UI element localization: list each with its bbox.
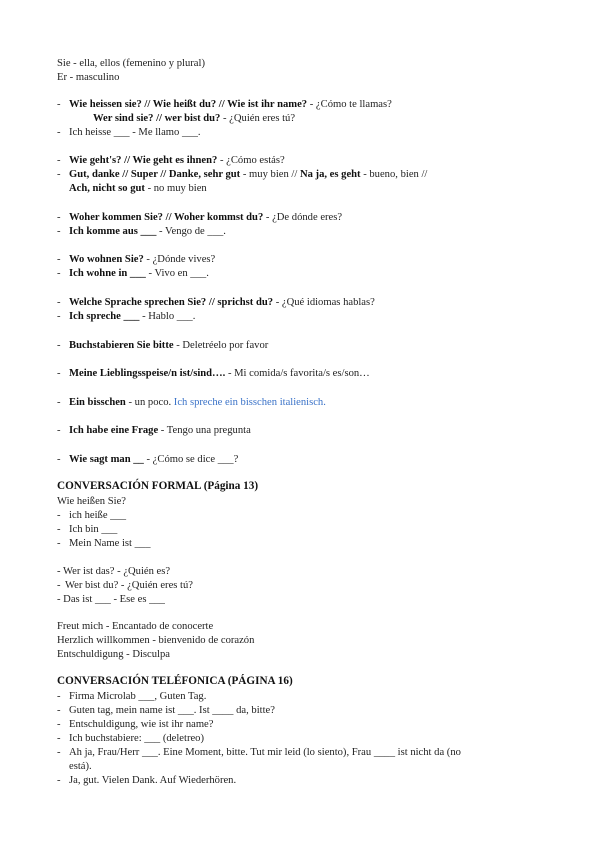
phone-line-6-text: Ja, gut. Vielen Dank. Auf Wiederhören. <box>69 775 237 786</box>
formal-line-5: - Wer ist das? - ¿Quién es? <box>57 566 171 577</box>
who-question-es: - ¿Quién eres tú? <box>220 113 296 124</box>
formal-line-6: - Wer bist du? - ¿Quién eres tú? <box>57 580 193 591</box>
formal-line-2: - ich heiße ___ <box>57 510 127 521</box>
phone-line-2-text: Guten tag, mein name ist ___. Ist ____ da, bitte? <box>69 705 275 716</box>
from-answer-de: Ich komme aus ___ <box>69 226 157 237</box>
lang-question-line: - Welche Sprache sprechen Sie? // sprichst du? - ¿Qué idiomas hablas? <box>57 297 375 308</box>
live-answer-de: Ich wohne in ___ <box>69 268 146 279</box>
who-question-line <box>93 112 295 125</box>
live-question-de: Wo wohnen Sie? <box>69 254 144 265</box>
say-de: Wie sagt man __ <box>69 454 144 465</box>
how-answer-good-de: Gut, danke // Super // Danke, sehr gut <box>69 169 241 180</box>
intro-sie: Sie - ella, ellos (femenino y plural) <box>57 58 205 69</box>
formal-line-3-text: Ich bin ___ <box>69 524 118 535</box>
from-question-line: - Woher kommen Sie? // Woher kommst du? - ¿De dónde eres? <box>57 212 343 223</box>
phone-heading: CONVERSACIÓN TELÉFONICA (PÁGINA 16) <box>57 675 293 687</box>
phone-line-6: - Ja, gut. Vielen Dank. Auf Wiederhören. <box>57 775 237 786</box>
how-answer-line: - Gut, danke // Super // Danke, sehr gut - muy bien // Na ja, es geht - bueno, bien // <box>57 169 428 180</box>
spell-line: - Buchstabieren Sie bitte - Deletréelo por favor <box>57 340 269 351</box>
bit-example: Ich spreche ein bisschen italienisch. <box>173 397 326 408</box>
favorite-es: - Mi comida/s favorita/s es/son… <box>225 368 370 379</box>
from-question-de: Woher kommen Sie? // Woher kommst du? <box>69 212 264 223</box>
phone-line-4: - Ich buchstabiere: ___ (deletreo) <box>57 733 205 744</box>
question-line: - Ich habe eine Frage - Tengo una pregunta <box>57 425 251 436</box>
live-question-es: - ¿Dónde vives? <box>143 254 216 265</box>
name-answer-line: - Ich heisse ___ - Me llamo ___. <box>57 127 201 138</box>
how-answer-bad-line <box>69 182 207 195</box>
favorite-de: Meine Lieblingsspeise/n ist/sind…. <box>69 368 226 379</box>
formal-line-6-text: Wer bist du? - ¿Quién eres tú? <box>65 580 193 591</box>
from-question-es: - ¿De dónde eres? <box>263 212 343 223</box>
live-question-line: - Wo wohnen Sie? - ¿Dónde vives? <box>57 254 216 265</box>
lang-answer-de: Ich spreche ___ <box>69 311 140 322</box>
live-answer-es: - Vivo en ___. <box>145 268 209 279</box>
phone-line-3-text: Entschuldigung, wie ist ihr name? <box>69 719 214 730</box>
who-question-de: Wer sind sie? // wer bist du? <box>93 113 221 124</box>
phone-line-4-text: Ich buchstabiere: ___ (deletreo) <box>69 733 205 744</box>
lang-question-es: - ¿Qué idiomas hablas? <box>273 297 375 308</box>
phone-line-1-text: Firma Microlab ___, Guten Tag. <box>69 691 207 702</box>
name-question-de: Wie heissen sie? // Wie heißt du? // Wie ist ihr name? <box>69 99 308 110</box>
name-question-es: - ¿Cómo te llamas? <box>307 99 392 110</box>
how-question-es: - ¿Cómo estás? <box>217 155 285 166</box>
bit-line: - Ein bisschen - un poco. Ich spreche ein bisschen italienisch. <box>57 397 326 408</box>
live-answer-line: - Ich wohne in ___ - Vivo en ___. <box>57 268 209 279</box>
bit-es: - un poco. <box>125 397 174 408</box>
phone-line-5: - Ah ja, Frau/Herr ___. Eine Moment, bitte. Tut mir leid (lo siento), Frau ____ ist nicht da (no <box>57 747 461 758</box>
formal-heading: CONVERSACIÓN FORMAL (Página 13) <box>57 480 259 492</box>
say-es: - ¿Cómo se dice ___? <box>143 454 239 465</box>
how-question-de: Wie geht's? // Wie geht es ihnen? <box>69 155 218 166</box>
bit-de: Ein bisschen <box>69 397 126 408</box>
spell-de: Buchstabieren Sie bitte <box>69 340 174 351</box>
from-answer-line: - Ich komme aus ___ - Vengo de ___. <box>57 226 226 237</box>
how-answer-good-es: - muy bien // <box>240 169 300 180</box>
formal-line-3: - Ich bin ___ <box>57 524 118 535</box>
how-answer-ok-de: Na ja, es geht <box>299 169 361 180</box>
phone-line-5-cont: está). <box>69 761 92 772</box>
lang-answer-line: - Ich spreche ___ - Hablo ___. <box>57 311 196 322</box>
name-question-line: - Wie heissen sie? // Wie heißt du? // Wie ist ihr name? - ¿Cómo te llamas? <box>57 99 392 110</box>
formal-line-9: Herzlich willkommen - bienvenido de corazón <box>57 635 255 646</box>
formal-line-1: Wie heißen Sie? <box>57 496 126 507</box>
favorite-line: - Meine Lieblingsspeise/n ist/sind…. - Mi comida/s favorita/s es/son… <box>57 368 370 379</box>
formal-line-2-text: ich heiße ___ <box>69 510 127 521</box>
question-es: - Tengo una pregunta <box>158 425 251 436</box>
spell-es: - Deletréelo por favor <box>173 340 269 351</box>
lang-answer-es: - Hablo ___. <box>139 311 196 322</box>
name-answer: Ich heisse ___ - Me llamo ___. <box>69 127 201 138</box>
formal-line-7: - Das ist ___ - Ese es ___ <box>57 594 165 605</box>
formal-line-4: - Mein Name ist ___ <box>57 538 151 549</box>
phone-line-3: - Entschuldigung, wie ist ihr name? <box>57 719 214 730</box>
phone-line-5-text: Ah ja, Frau/Herr ___. Eine Moment, bitte. Tut mir leid (lo siento), Frau ____ ist nicht da (no <box>69 747 461 758</box>
question-de: Ich habe eine Frage <box>69 425 159 436</box>
how-question-line: - Wie geht's? // Wie geht es ihnen? - ¿Cómo estás? <box>57 155 285 166</box>
phone-line-2: - Guten tag, mein name ist ___. Ist ____ da, bitte? <box>57 705 275 716</box>
formal-line-4-text: Mein Name ist ___ <box>69 538 151 549</box>
how-answer-ok-es: - bueno, bien // <box>360 169 428 180</box>
formal-line-8: Freut mich - Encantado de conocerte <box>57 621 214 632</box>
phone-line-1: - Firma Microlab ___, Guten Tag. <box>57 691 207 702</box>
lang-question-de: Welche Sprache sprechen Sie? // sprichst du? <box>69 297 274 308</box>
formal-line-10: Entschuldigung - Disculpa <box>57 649 170 660</box>
how-answer-bad-es: - no muy bien <box>144 183 207 194</box>
from-answer-es: - Vengo de ___. <box>156 226 226 237</box>
how-answer-bad-de: Ach, nicht so gut <box>69 183 145 194</box>
intro-er: Er - masculino <box>57 72 120 83</box>
say-line: - Wie sagt man __ - ¿Cómo se dice ___? <box>57 454 239 465</box>
